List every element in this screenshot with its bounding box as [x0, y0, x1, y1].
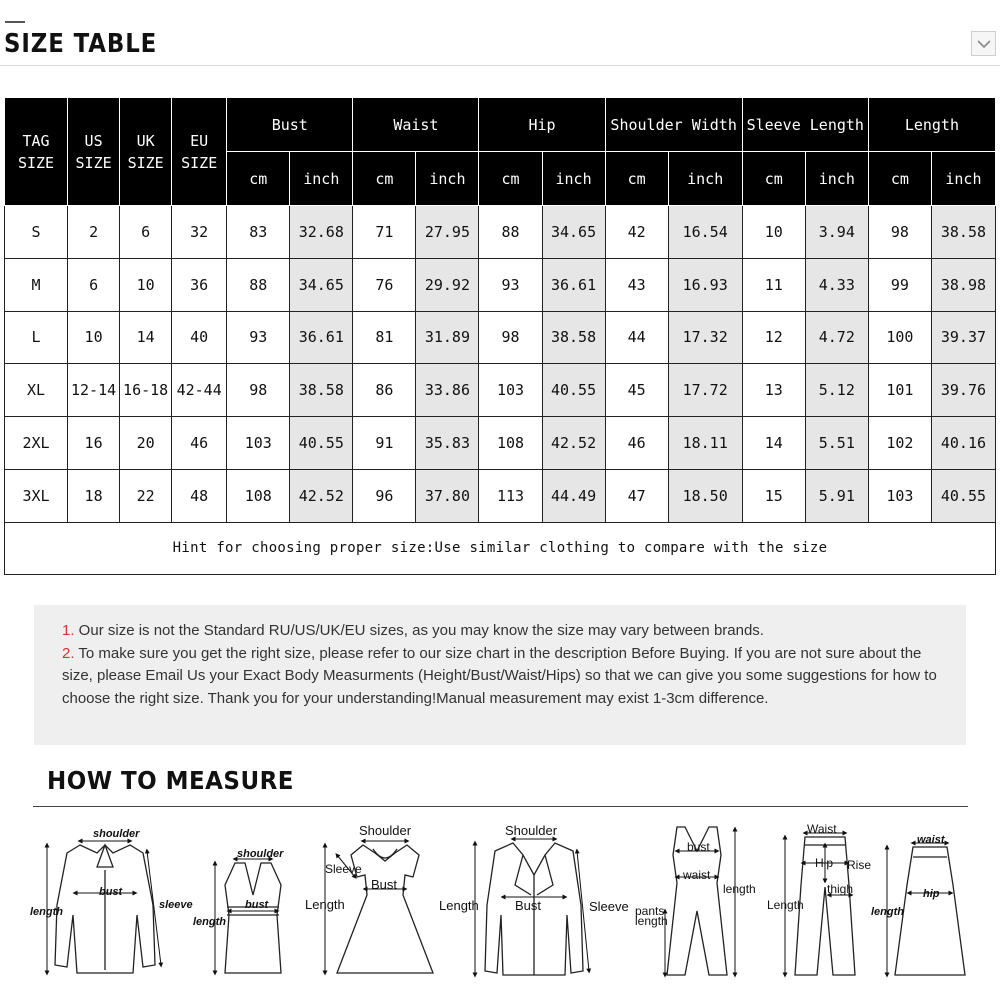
- cell-shoulder-inch: 16.93: [668, 258, 742, 311]
- cell-hip-inch: 36.61: [542, 258, 605, 311]
- header-tag-size: [5, 98, 68, 206]
- cell-length-cm: 99: [868, 258, 931, 311]
- collapse-button[interactable]: [971, 31, 996, 56]
- cell-hip-inch: 38.58: [542, 311, 605, 364]
- cell-sleeve-inch: 4.72: [805, 311, 868, 364]
- cell-hip-cm: 113: [479, 469, 542, 522]
- measure-diagrams: [25, 815, 975, 995]
- cell-sleeve-cm: 13: [742, 364, 805, 417]
- cell-us-size: 18: [68, 469, 120, 522]
- header-waist: Waist: [353, 98, 479, 152]
- table-row: [5, 311, 996, 364]
- cell-length-cm: 102: [868, 417, 931, 470]
- chevron-down-icon: [977, 36, 991, 52]
- pants-length-label: Length: [767, 898, 804, 912]
- cell-hip-cm: 93: [479, 258, 542, 311]
- size-notes: [34, 605, 966, 745]
- cell-bust-inch: 32.68: [290, 206, 353, 259]
- title-divider: [0, 65, 1000, 66]
- hint-text: Hint for choosing proper size:Use similar clothing to compare with the size: [5, 522, 996, 574]
- cell-waist-inch: 27.95: [416, 206, 479, 259]
- shirt-sleeve-label: sleeve: [159, 899, 193, 911]
- dress-length-label: Length: [305, 897, 345, 912]
- cell-eu-size: 36: [172, 258, 227, 311]
- cell-length-inch: 39.76: [931, 364, 995, 417]
- cell-sleeve-inch: 5.51: [805, 417, 868, 470]
- header-uk-size: [120, 98, 172, 206]
- cell-shoulder-cm: 45: [605, 364, 668, 417]
- cell-waist-cm: 91: [353, 417, 416, 470]
- cell-waist-inch: 29.92: [416, 258, 479, 311]
- pants-rise-label: Rise: [847, 858, 872, 872]
- cell-bust-inch: 34.65: [290, 258, 353, 311]
- tank-length-label: length: [193, 916, 226, 928]
- jumpsuit-waist-label: waist: [683, 868, 711, 882]
- header-us-size: [68, 98, 120, 206]
- dress-diagram: [305, 823, 433, 973]
- cell-eu-size: 40: [172, 311, 227, 364]
- unit-inch: inch: [542, 152, 605, 206]
- jumpsuit-pants-length-label: length: [635, 914, 668, 928]
- cell-shoulder-cm: 47: [605, 469, 668, 522]
- unit-inch: inch: [931, 152, 995, 206]
- tank-diagram: [193, 848, 284, 973]
- pants-diagram: [767, 822, 871, 975]
- cell-eu-size: 46: [172, 417, 227, 470]
- cell-us-size: 2: [68, 206, 120, 259]
- cell-sleeve-inch: 5.91: [805, 469, 868, 522]
- cell-uk-size: 22: [120, 469, 172, 522]
- cell-waist-inch: 37.80: [416, 469, 479, 522]
- skirt-length-label: length: [871, 906, 904, 918]
- cell-waist-cm: 71: [353, 206, 416, 259]
- cell-waist-inch: 33.86: [416, 364, 479, 417]
- header-hip: Hip: [479, 98, 605, 152]
- cell-uk-size: 6: [120, 206, 172, 259]
- size-table: [4, 97, 996, 575]
- cell-tag-size: M: [5, 258, 68, 311]
- hint-row: [5, 522, 996, 574]
- cell-tag-size: L: [5, 311, 68, 364]
- cell-waist-inch: 31.89: [416, 311, 479, 364]
- cell-shoulder-cm: 43: [605, 258, 668, 311]
- cell-length-inch: 38.98: [931, 258, 995, 311]
- cell-eu-size: 42-44: [172, 364, 227, 417]
- cell-length-inch: 38.58: [931, 206, 995, 259]
- note-2: [62, 643, 938, 711]
- jumpsuit-diagram: [635, 827, 756, 975]
- cell-tag-size: XL: [5, 364, 68, 417]
- blazer-length-label: Length: [439, 898, 479, 913]
- cell-tag-size: S: [5, 206, 68, 259]
- pants-thigh-label: thigh: [827, 882, 854, 896]
- table-row: [5, 417, 996, 470]
- cell-sleeve-inch: 5.12: [805, 364, 868, 417]
- shirt-diagram: [30, 828, 193, 973]
- header-tag-line2: SIZE: [17, 153, 55, 172]
- cell-bust-inch: 40.55: [290, 417, 353, 470]
- cell-sleeve-inch: 3.94: [805, 206, 868, 259]
- header-tag-line1: TAG: [22, 131, 50, 150]
- cell-sleeve-cm: 15: [742, 469, 805, 522]
- cell-us-size: 12-14: [68, 364, 120, 417]
- cell-uk-size: 10: [120, 258, 172, 311]
- cell-uk-size: 14: [120, 311, 172, 364]
- unit-cm: cm: [868, 152, 931, 206]
- cell-tag-size: 3XL: [5, 469, 68, 522]
- blazer-sleeve-label: Sleeve: [589, 899, 629, 914]
- cell-hip-inch: 40.55: [542, 364, 605, 417]
- how-to-measure-title: HOW TO MEASURE: [47, 766, 294, 795]
- header-length: Length: [868, 98, 995, 152]
- cell-bust-cm: 98: [227, 364, 290, 417]
- unit-cm: cm: [227, 152, 290, 206]
- cell-bust-cm: 108: [227, 469, 290, 522]
- header-eu-line1: EU: [190, 131, 209, 150]
- table-row: [5, 469, 996, 522]
- blazer-shoulder-label: Shoulder: [505, 823, 558, 838]
- header-eu-line2: SIZE: [181, 153, 218, 172]
- cell-tag-size: 2XL: [5, 417, 68, 470]
- cell-hip-cm: 88: [479, 206, 542, 259]
- unit-cm: cm: [742, 152, 805, 206]
- unit-inch: inch: [416, 152, 479, 206]
- dress-shoulder-label: Shoulder: [359, 823, 412, 838]
- cell-shoulder-inch: 18.50: [668, 469, 742, 522]
- unit-cm: cm: [353, 152, 416, 206]
- blazer-bust-label: Bust: [515, 898, 542, 913]
- cell-sleeve-cm: 14: [742, 417, 805, 470]
- cell-bust-cm: 93: [227, 311, 290, 364]
- cell-bust-inch: 36.61: [290, 311, 353, 364]
- cell-waist-cm: 81: [353, 311, 416, 364]
- note-2-text: To make sure you get the right size, please refer to our size chart in the description Before Buying. If you are not sure about the size, please Email Us your Exact Body Measurments (Height/Bust/Waist/Hips) so that we can give you some suggestions for how to choose the right size. Thank you for your understanding!Manual measurement may exist 1-3cm difference.: [62, 644, 937, 707]
- jumpsuit-bust-label: bust: [687, 840, 710, 854]
- blazer-diagram: [439, 823, 629, 975]
- cell-shoulder-inch: 18.11: [668, 417, 742, 470]
- cell-uk-size: 16-18: [120, 364, 172, 417]
- tank-bust-label: bust: [245, 899, 269, 911]
- cell-waist-cm: 76: [353, 258, 416, 311]
- table-row: [5, 206, 996, 259]
- cell-bust-cm: 103: [227, 417, 290, 470]
- cell-bust-cm: 83: [227, 206, 290, 259]
- cell-sleeve-cm: 11: [742, 258, 805, 311]
- header-sleeve-length: Sleeve Length: [742, 98, 868, 152]
- header-uk-line1: UK: [136, 131, 155, 150]
- header-shoulder-width: Shoulder Width: [605, 98, 742, 152]
- cell-shoulder-cm: 46: [605, 417, 668, 470]
- cell-length-cm: 101: [868, 364, 931, 417]
- cell-shoulder-inch: 17.72: [668, 364, 742, 417]
- dress-sleeve-label: Sleeve: [325, 862, 362, 876]
- cell-hip-cm: 103: [479, 364, 542, 417]
- cell-sleeve-inch: 4.33: [805, 258, 868, 311]
- cell-hip-inch: 42.52: [542, 417, 605, 470]
- cell-bust-cm: 88: [227, 258, 290, 311]
- cell-length-cm: 103: [868, 469, 931, 522]
- unit-inch: inch: [290, 152, 353, 206]
- measure-diagrams-svg: [25, 815, 975, 995]
- cell-us-size: 16: [68, 417, 120, 470]
- cell-bust-inch: 42.52: [290, 469, 353, 522]
- measure-divider: [33, 806, 968, 807]
- cell-length-inch: 40.16: [931, 417, 995, 470]
- jumpsuit-length-label: length: [723, 882, 756, 896]
- tank-shoulder-label: shoulder: [237, 848, 284, 860]
- cell-waist-cm: 86: [353, 364, 416, 417]
- note-1-number: 1.: [62, 622, 75, 639]
- dress-bust-label: Bust: [371, 877, 398, 892]
- cell-shoulder-cm: 44: [605, 311, 668, 364]
- jumpsuit-pants-label: pants: [635, 904, 665, 918]
- cell-eu-size: 32: [172, 206, 227, 259]
- unit-cm: cm: [479, 152, 542, 206]
- cell-hip-inch: 44.49: [542, 469, 605, 522]
- skirt-hip-label: hip: [923, 888, 940, 900]
- unit-inch: inch: [805, 152, 868, 206]
- cell-shoulder-cm: 42: [605, 206, 668, 259]
- cell-us-size: 10: [68, 311, 120, 364]
- table-row: [5, 258, 996, 311]
- shirt-shoulder-label: shoulder: [93, 828, 140, 840]
- cell-length-cm: 100: [868, 311, 931, 364]
- cell-length-inch: 39.37: [931, 311, 995, 364]
- note-1: [62, 620, 938, 643]
- pants-waist-label: Waist: [807, 822, 837, 836]
- pants-hip-label: Hip: [815, 856, 834, 870]
- cell-hip-cm: 98: [479, 311, 542, 364]
- cell-hip-cm: 108: [479, 417, 542, 470]
- cell-eu-size: 48: [172, 469, 227, 522]
- header-bust: Bust: [227, 98, 353, 152]
- shirt-length-label: length: [30, 906, 63, 918]
- shirt-bust-label: bust: [99, 886, 123, 898]
- unit-cm: cm: [605, 152, 668, 206]
- unit-inch: inch: [668, 152, 742, 206]
- cell-us-size: 6: [68, 258, 120, 311]
- cell-uk-size: 20: [120, 417, 172, 470]
- table-row: [5, 364, 996, 417]
- page-title: SIZE TABLE: [4, 29, 158, 59]
- cell-waist-cm: 96: [353, 469, 416, 522]
- cell-shoulder-inch: 17.32: [668, 311, 742, 364]
- note-1-text: Our size is not the Standard RU/US/UK/EU sizes, as you may know the size may vary between brands.: [74, 622, 764, 639]
- cell-waist-inch: 35.83: [416, 417, 479, 470]
- cell-length-cm: 98: [868, 206, 931, 259]
- cell-sleeve-cm: 10: [742, 206, 805, 259]
- header-us-line2: SIZE: [75, 153, 112, 172]
- header-us-line1: US: [84, 131, 103, 150]
- header-eu-size: [172, 98, 227, 206]
- cell-sleeve-cm: 12: [742, 311, 805, 364]
- cell-bust-inch: 38.58: [290, 364, 353, 417]
- cell-length-inch: 40.55: [931, 469, 995, 522]
- cell-hip-inch: 34.65: [542, 206, 605, 259]
- cell-shoulder-inch: 16.54: [668, 206, 742, 259]
- note-2-number: 2.: [62, 644, 75, 662]
- title-accent-dash: [5, 21, 25, 23]
- skirt-diagram: [871, 834, 965, 975]
- skirt-waist-label: waist: [917, 834, 945, 846]
- header-uk-line2: SIZE: [127, 153, 164, 172]
